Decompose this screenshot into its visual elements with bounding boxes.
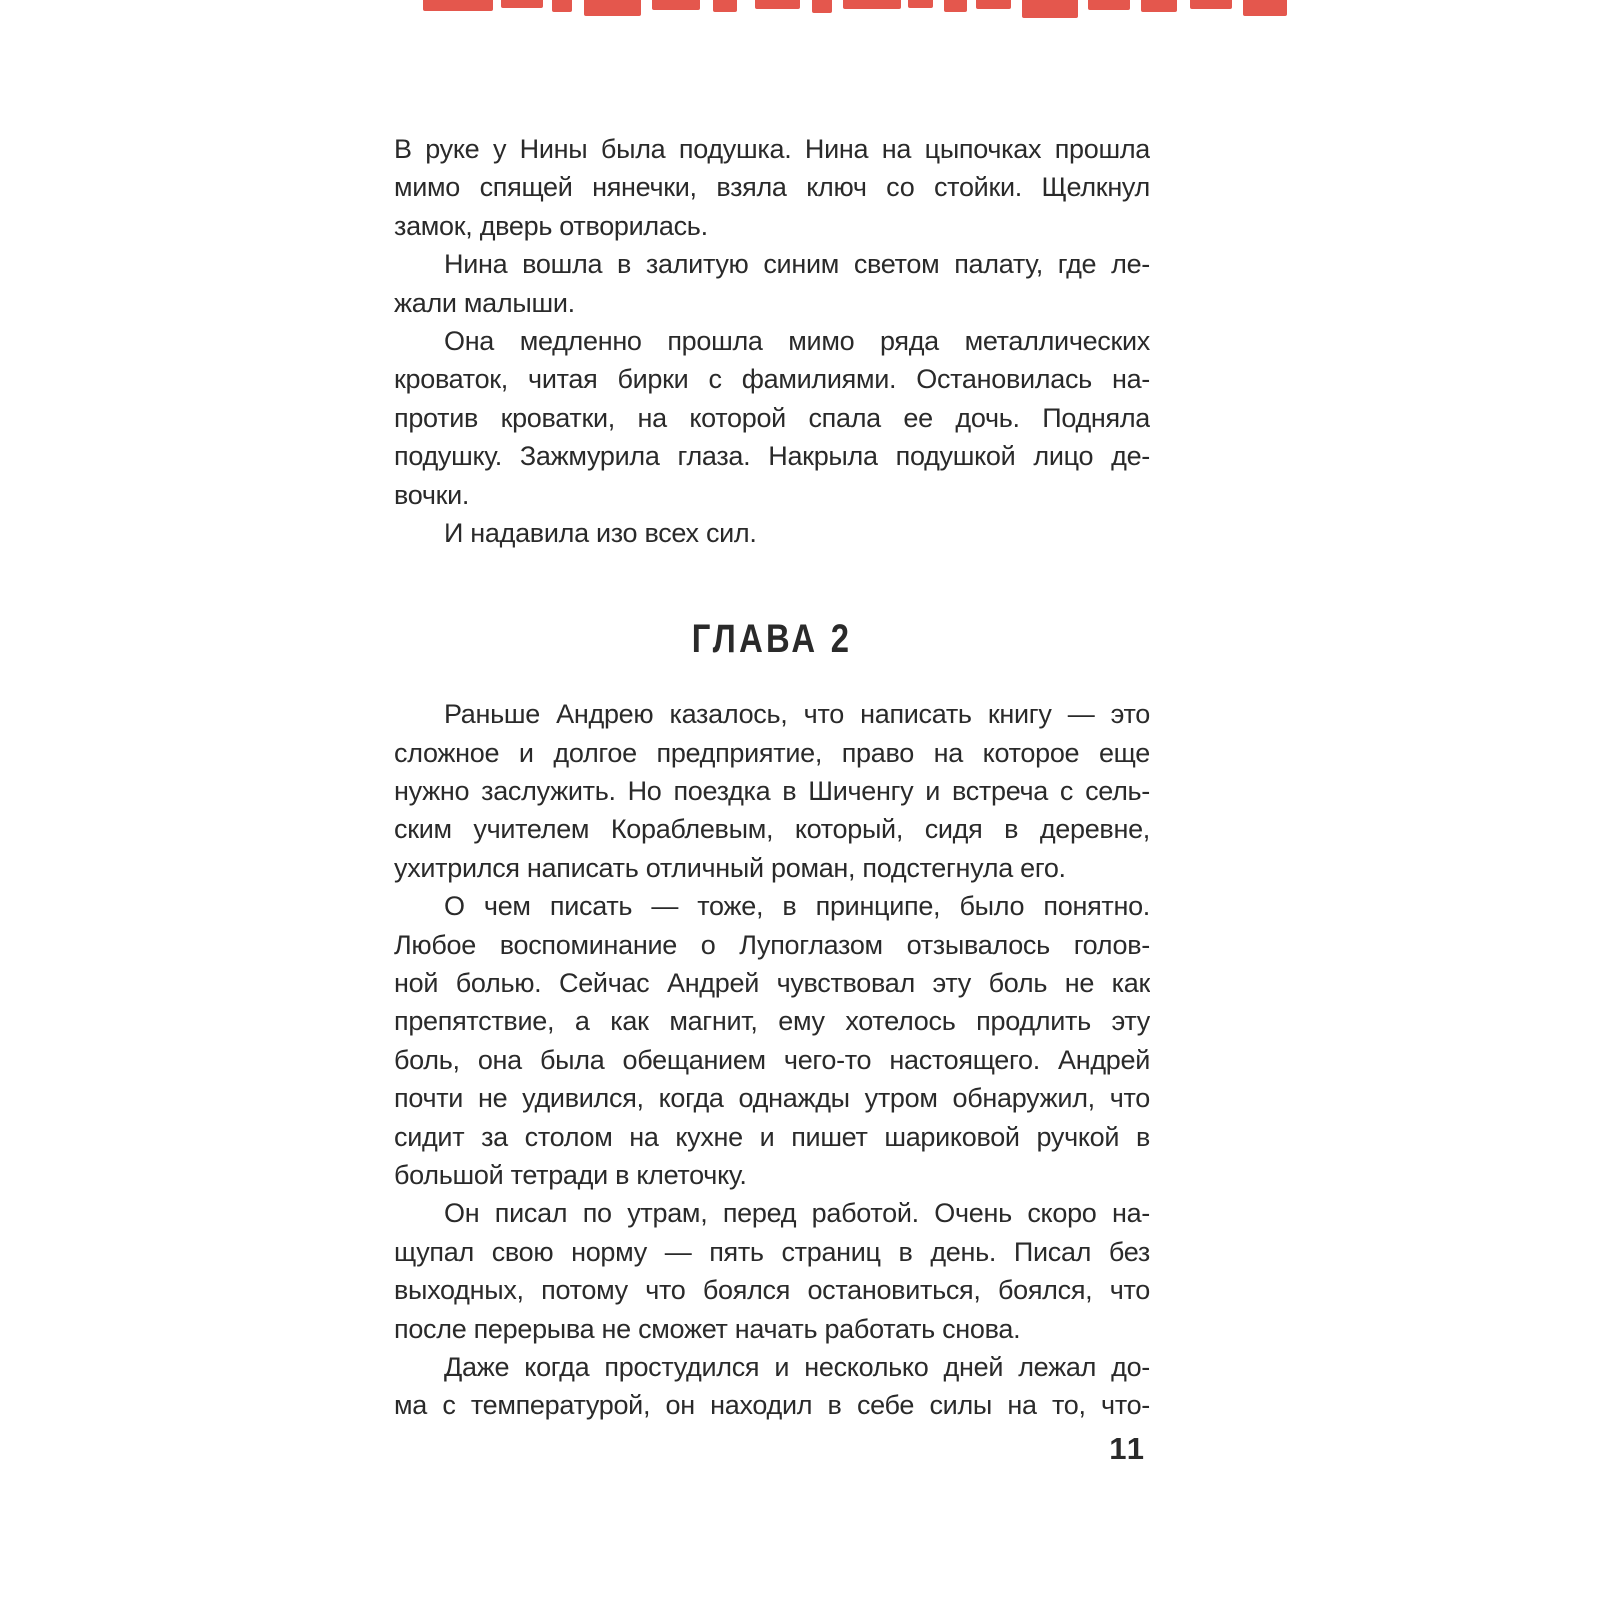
text-block-after-heading — [394, 695, 1150, 1424]
text-block-before-heading — [394, 130, 1150, 552]
text-line: О чем писать — тоже, в принципе, было понятно. — [444, 891, 1150, 922]
text-line: Раньше Андрею казалось, что написать книгу — это — [444, 699, 1150, 730]
red-fragment — [423, 0, 493, 11]
red-fragment — [584, 0, 641, 16]
text-line: жали малыши. — [394, 287, 575, 318]
text-line: Он писал по утрам, перед работой. Очень скоро на- — [444, 1198, 1150, 1229]
text-line: после перерыва не сможет начать работать снова. — [394, 1313, 1021, 1344]
red-fragment — [812, 0, 832, 13]
text-line: Любое воспоминание о Лупоглазом отзывалось голов- — [394, 929, 1150, 960]
text-line: выходных, потому что боялся остановиться, боялся, что — [394, 1275, 1150, 1306]
red-fragment — [1022, 0, 1078, 18]
text-line: сложное и долгое предприятие, право на которое еще — [394, 737, 1150, 768]
red-fragment — [908, 0, 933, 8]
text-line: И надавила изо всех сил. — [444, 517, 757, 548]
text-line: вочки. — [394, 479, 470, 510]
text-line: ухитрился написать отличный роман, подстегнула его. — [394, 852, 1066, 883]
text-line: кроваток, читая бирки с фамилиями. Остановилась на- — [394, 364, 1150, 395]
text-line: Она медленно прошла мимо ряда металлических — [444, 325, 1150, 356]
red-fragment — [976, 0, 1011, 9]
text-line: Даже когда простудился и несколько дней лежал до- — [444, 1351, 1150, 1382]
text-line: В руке у Нины была подушка. Нина на цыпочках прошла — [394, 134, 1150, 164]
text-line: подушку. Зажмурила глаза. Накрыла подушкой лицо де- — [394, 441, 1150, 472]
text-line: почти не удивился, когда однажды утром обнаружил, что — [394, 1083, 1150, 1114]
text-line: большой тетради в клеточку. — [394, 1159, 747, 1190]
red-fragment — [755, 0, 800, 9]
page-number: 11 — [1109, 1431, 1146, 1466]
red-fragment — [1088, 0, 1130, 10]
text-line: ма с температурой, он находил в себе силы на то, что- — [394, 1390, 1150, 1421]
red-fragment — [944, 0, 967, 12]
red-fragment — [652, 0, 700, 10]
red-fragment — [1243, 0, 1287, 16]
text-line: Нина вошла в залитую синим светом палату, где ле- — [444, 249, 1150, 280]
red-fragment — [552, 0, 572, 12]
text-line: щупал свою норму — пять страниц в день. Писал без — [394, 1236, 1150, 1267]
text-line: замок, дверь отворилась. — [394, 210, 708, 241]
text-line: боль, она была обещанием чего-то настоящего. Андрей — [394, 1044, 1150, 1075]
red-fragment — [1141, 0, 1177, 12]
red-fragment — [843, 0, 901, 9]
red-fragment — [1190, 0, 1232, 9]
chapter-heading: ГЛАВА 2 — [691, 617, 853, 662]
text-line: ским учителем Кораблевым, который, сидя в деревне, — [394, 814, 1150, 845]
red-fragment — [501, 0, 543, 8]
text-line: мимо спящей нянечки, взяла ключ со стойки. Щелкнул — [394, 172, 1150, 203]
text-line: ной болью. Сейчас Андрей чувствовал эту боль не как — [394, 968, 1150, 999]
text-line: препятствие, а как магнит, ему хотелось продлить эту — [394, 1006, 1150, 1037]
text-line: против кроватки, на которой спала ее дочь. Подняла — [394, 402, 1150, 433]
red-fragment — [713, 0, 737, 12]
text-line: сидит за столом на кухне и пишет шариковой ручкой в — [394, 1121, 1150, 1152]
text-column — [394, 130, 1150, 1425]
text-line: нужно заслужить. Но поездка в Шиченгу и встреча с сель- — [394, 776, 1150, 807]
